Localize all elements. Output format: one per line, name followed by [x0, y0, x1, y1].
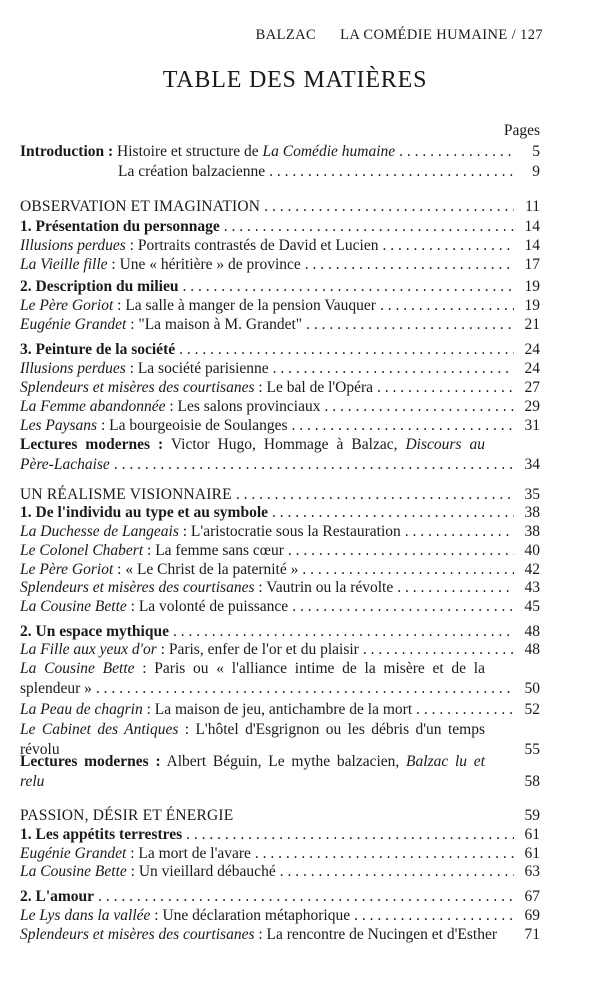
toc-text: 11 — [525, 198, 540, 215]
toc-text: La Vieille fille — [20, 256, 108, 273]
toc-text: 1. De l'individu au type et au symbole — [20, 504, 269, 521]
toc-part-heading — [20, 197, 540, 217]
toc-section-heading — [20, 825, 540, 845]
toc-text: : La rencontre de Nucingen et d'Esther — [254, 926, 497, 943]
toc-text: Discours au — [405, 436, 485, 453]
toc-section-heading — [20, 503, 540, 523]
toc-text: Introduction : — [20, 143, 114, 160]
toc-text: La Cousine Bette — [20, 598, 127, 615]
toc-entry — [20, 560, 540, 580]
toc-entry — [20, 578, 540, 598]
toc-text: La Peau de chagrin — [20, 701, 143, 718]
toc-text: UN RÉALISME VISIONNAIRE — [20, 486, 232, 503]
toc-text: : L'aristocratie sous la Restauration — [178, 523, 401, 540]
toc-text: : "La maison à M. Grandet" — [126, 316, 303, 333]
toc-text: 24 — [524, 341, 540, 358]
toc-entry — [20, 906, 540, 926]
toc-text: 14 — [524, 218, 540, 235]
toc-text: 5 — [532, 143, 540, 160]
toc-text: 2. Description du milieu — [20, 278, 179, 295]
toc-text: : Paris ou « l'alliance intime de la misère et de la — [134, 660, 485, 677]
toc-entry-introduction — [20, 142, 540, 182]
toc-text: 67 — [524, 888, 540, 905]
toc-text: 42 — [524, 561, 540, 578]
toc-text: : La maison de jeu, antichambre de la mort — [142, 701, 413, 718]
toc-lectures-modernes — [20, 752, 540, 792]
toc-entry — [20, 236, 540, 256]
dot-leader — [397, 578, 514, 598]
toc-text: La Fille aux yeux d'or — [20, 641, 157, 658]
dot-leader — [416, 700, 514, 720]
toc-text: 50 — [524, 680, 540, 697]
toc-text: 19 — [524, 278, 540, 295]
toc-text: 29 — [524, 398, 540, 415]
toc-text: : La mort de l'avare — [126, 845, 251, 862]
dot-leader — [305, 255, 514, 275]
toc-text: : La société parisienne — [125, 360, 269, 377]
toc-text: La Cousine Bette — [20, 863, 127, 880]
toc-text: Eugénie Grandet — [20, 316, 127, 333]
toc-text: : L'hôtel d'Esgrignon ou les débris d'un temps — [178, 721, 485, 738]
toc-text: : Paris, enfer de l'or et du plaisir — [156, 641, 359, 658]
toc-text: 9 — [532, 163, 540, 180]
dot-leader — [114, 455, 514, 475]
dot-leader — [186, 825, 514, 845]
dot-leader — [173, 622, 514, 642]
toc-text: 31 — [524, 417, 540, 434]
toc-text: La Femme abandonnée — [20, 398, 166, 415]
toc-text: : La salle à manger de la pension Vauquer — [113, 297, 376, 314]
dot-leader — [354, 906, 514, 926]
toc-text: Le Père Goriot — [20, 561, 114, 578]
toc-text: 19 — [524, 297, 540, 314]
toc-text: Eugénie Grandet — [20, 845, 127, 862]
toc-text: 34 — [524, 456, 540, 473]
toc-text: 48 — [524, 641, 540, 658]
dot-leader — [306, 315, 514, 335]
page-title: TABLE DES MATIÈRES — [162, 67, 428, 93]
toc-text: 69 — [524, 907, 540, 924]
dot-leader — [399, 142, 514, 162]
toc-text: 38 — [524, 504, 540, 521]
toc-text: OBSERVATION ET IMAGINATION — [20, 198, 261, 215]
dot-leader — [224, 217, 514, 237]
toc-entry — [20, 541, 540, 561]
toc-text: Le Lys dans la vallée — [20, 907, 151, 924]
toc-lectures-modernes — [20, 435, 540, 475]
toc-entry — [20, 359, 540, 379]
toc-entry — [20, 416, 540, 436]
dot-leader — [363, 640, 514, 660]
dot-leader — [280, 862, 514, 882]
dot-leader — [405, 522, 514, 542]
toc-entry — [20, 659, 540, 699]
dot-leader — [272, 503, 514, 523]
toc-text: Victor Hugo, Hommage à Balzac, — [163, 436, 406, 453]
toc-text: Splendeurs et misères des courtisanes — [20, 926, 255, 943]
toc-text: : Un vieillard débauché — [126, 863, 276, 880]
toc-entry — [20, 397, 540, 417]
toc-text: Le Cabinet des Antiques — [20, 721, 179, 738]
toc-text: PASSION, DÉSIR ET ÉNERGIE — [20, 807, 234, 824]
toc-text: Le Père Goriot — [20, 297, 114, 314]
toc-text: Illusions perdues — [20, 237, 126, 254]
toc-text: 61 — [524, 845, 540, 862]
toc-text: Lectures modernes : — [20, 753, 161, 770]
dot-leader — [288, 541, 514, 561]
dot-leader — [292, 597, 514, 617]
toc-text: 63 — [524, 863, 540, 880]
toc-text: Les Paysans — [20, 417, 98, 434]
running-header — [256, 25, 543, 45]
toc-text: 40 — [524, 542, 540, 559]
toc-text: Illusions perdues — [20, 360, 126, 377]
toc-entry — [20, 597, 540, 617]
toc-text: splendeur » — [20, 680, 92, 697]
toc-section-heading — [20, 340, 540, 360]
toc-text: 14 — [524, 237, 540, 254]
toc-text: 2. Un espace mythique — [20, 623, 169, 640]
dot-leader — [182, 277, 514, 297]
toc-text: 35 — [524, 486, 540, 503]
toc-section-heading — [20, 217, 540, 237]
toc-text: 52 — [524, 701, 540, 718]
dot-leader — [324, 397, 514, 417]
header-series-page: LA COMÉDIE HUMAINE / 127 — [340, 27, 543, 43]
toc-text: Histoire et structure de — [117, 143, 263, 160]
toc-text: La Cousine Bette — [20, 660, 135, 677]
toc-text: 45 — [524, 598, 540, 615]
toc-text: Balzac lu et — [406, 753, 485, 770]
toc-text: 48 — [524, 623, 540, 640]
toc-text: 61 — [524, 826, 540, 843]
dot-leader — [292, 416, 515, 436]
toc-text: Lectures modernes : — [20, 436, 164, 453]
toc-text: : La femme sans cœur — [143, 542, 284, 559]
toc-entry — [20, 315, 540, 335]
toc-text: 38 — [524, 523, 540, 540]
toc-text: relu — [20, 773, 45, 790]
toc-text: 43 — [524, 579, 540, 596]
dot-leader — [302, 560, 514, 580]
dot-leader — [269, 162, 514, 182]
toc-text: 3. Peinture de la société — [20, 341, 176, 358]
toc-text: Albert Béguin, Le mythe balzacien, — [160, 753, 407, 770]
toc-text: La Duchesse de Langeais — [20, 523, 179, 540]
toc-text: 59 — [524, 807, 540, 824]
toc-text: : Le bal de l'Opéra — [254, 379, 374, 396]
toc-text: 55 — [524, 741, 540, 758]
pages-column-label: Pages — [503, 122, 540, 139]
toc-text: : La bourgeoisie de Soulanges — [97, 417, 288, 434]
toc-entry — [20, 925, 540, 945]
toc-entry — [20, 640, 540, 660]
toc-text: La création balzacienne — [118, 163, 266, 180]
toc-text: 2. L'amour — [20, 888, 95, 905]
toc-part-heading — [20, 806, 540, 826]
toc-text: 27 — [524, 379, 540, 396]
toc-text: Père-Lachaise — [20, 456, 110, 473]
header-author: BALZAC — [255, 27, 317, 43]
toc-section-heading — [20, 277, 540, 297]
toc-entry — [20, 844, 540, 864]
dot-leader — [273, 359, 514, 379]
dot-leader — [179, 340, 514, 360]
toc-section-heading — [20, 622, 540, 642]
toc-entry — [20, 700, 540, 720]
dot-leader — [380, 296, 514, 316]
dot-leader — [255, 844, 514, 864]
toc-section-heading — [20, 887, 540, 907]
toc-text: : Portraits contrastés de David et Lucien — [125, 237, 379, 254]
toc-entry — [20, 522, 540, 542]
toc-text: 24 — [524, 360, 540, 377]
toc-text: Splendeurs et misères des courtisanes — [20, 579, 255, 596]
toc-text: Splendeurs et misères des courtisanes — [20, 379, 255, 396]
dot-leader — [377, 378, 514, 398]
toc-text: 1. Les appétits terrestres — [20, 826, 183, 843]
toc-text: : Une « héritière » de province — [107, 256, 301, 273]
toc-text: La Comédie humaine — [262, 143, 396, 160]
toc-text: 1. Présentation du personnage — [20, 218, 220, 235]
toc-text: : Vautrin ou la révolte — [254, 579, 394, 596]
toc-text: 21 — [524, 316, 540, 333]
toc-text: 71 — [524, 926, 540, 943]
toc-entry — [20, 255, 540, 275]
toc-text: : Une déclaration métaphorique — [150, 907, 351, 924]
toc-text: révolu — [20, 741, 60, 758]
toc-part-heading — [20, 485, 540, 505]
dot-leader — [264, 197, 514, 217]
toc-text: 17 — [524, 256, 540, 273]
toc-entry — [20, 296, 540, 316]
toc-text: : La volonté de puissance — [126, 598, 289, 615]
dot-leader — [382, 236, 514, 256]
toc-text: : « Le Christ de la paternité » — [113, 561, 299, 578]
toc-entry — [20, 862, 540, 882]
toc-text: Le Colonel Chabert — [20, 542, 144, 559]
dot-leader — [96, 679, 514, 699]
dot-leader — [236, 485, 514, 505]
toc-text: : Les salons provinciaux — [165, 398, 321, 415]
toc-entry — [20, 378, 540, 398]
toc-text: 58 — [524, 773, 540, 790]
dot-leader — [98, 887, 514, 907]
